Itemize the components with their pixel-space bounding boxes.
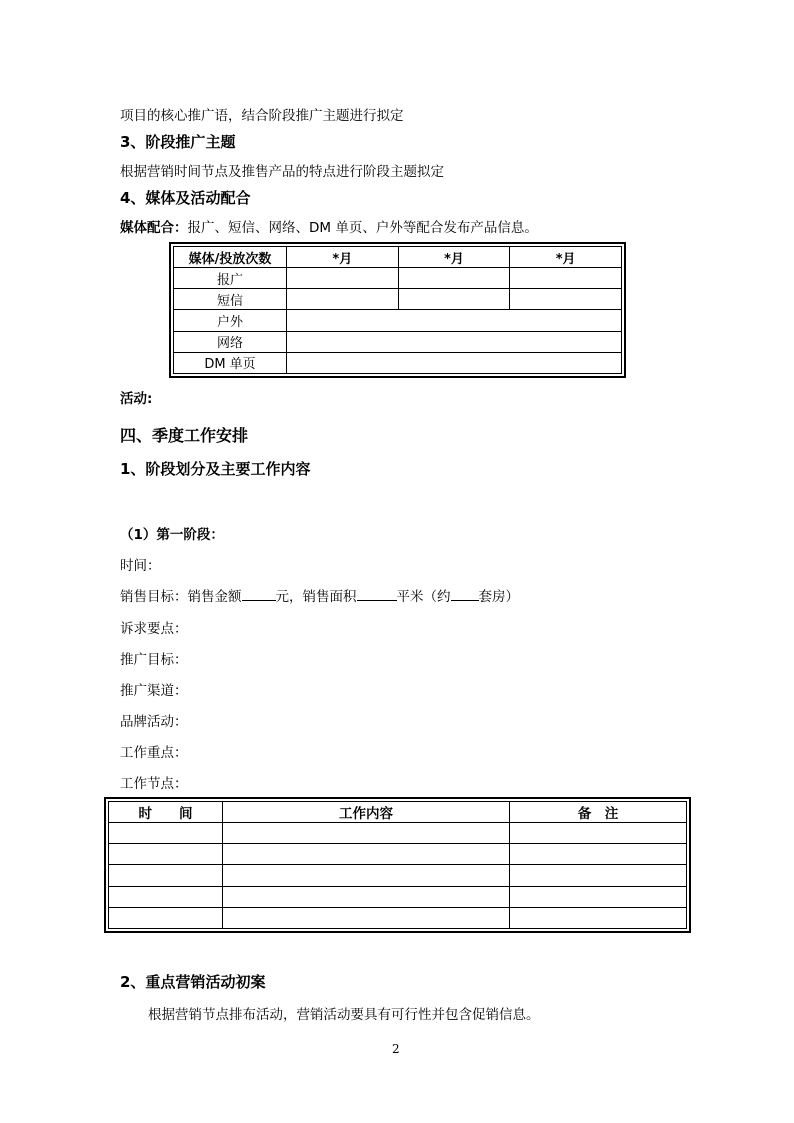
work-cell [109, 886, 223, 907]
area-blank [357, 586, 397, 601]
work-cell [510, 886, 687, 907]
work-cell [510, 865, 687, 886]
activity-label: 活动: [120, 391, 153, 407]
work-table-header-row [109, 802, 687, 823]
work-cell [109, 844, 223, 865]
table-row [109, 907, 687, 928]
field-promo-channel: 推广渠道： [120, 683, 188, 699]
work-cell [223, 886, 510, 907]
media-table-row [174, 331, 622, 352]
chapter-4-title: 四、季度工作安排 [120, 426, 249, 445]
units-blank [451, 586, 479, 601]
media-row-label: 短信 [174, 289, 287, 310]
media-cell [287, 310, 622, 331]
section-4-title: 4、媒体及活动配合 [120, 189, 251, 207]
media-row-label: 报广 [174, 268, 287, 289]
table-row [109, 886, 687, 907]
work-cell [223, 844, 510, 865]
media-label: 媒体配合： [120, 220, 188, 236]
intro-line: 项目的核心推广语，结合阶段推广主题进行拟定 [120, 108, 404, 124]
time-label: 时间： [120, 558, 161, 574]
sales-target-suffix: 套房） [478, 589, 519, 605]
media-table-row [174, 268, 622, 289]
table-row [109, 865, 687, 886]
media-cell [287, 289, 399, 310]
media-cell [287, 268, 399, 289]
media-table-row [174, 289, 622, 310]
media-header-cell: *月 [287, 247, 399, 268]
subsection-2-title: 2、重点营销活动初案 [120, 973, 266, 991]
work-cell [223, 865, 510, 886]
work-cell [510, 823, 687, 844]
media-row-label: 户外 [174, 310, 287, 331]
field-brand-activity: 品牌活动： [120, 714, 188, 730]
media-row-label: DM 单页 [174, 352, 287, 373]
field-work-focus: 工作重点： [120, 745, 188, 761]
field-appeal: 诉求要点： [120, 621, 188, 637]
media-cell [510, 289, 622, 310]
sales-target-mid1: 元，销售面积 [275, 589, 357, 605]
work-cell [109, 865, 223, 886]
work-header-content: 工作内容 [223, 802, 510, 823]
media-schedule-table [169, 242, 626, 378]
work-cell [109, 823, 223, 844]
page-number: 2 [392, 1042, 400, 1056]
media-cell [398, 268, 510, 289]
media-cell [510, 268, 622, 289]
subsection-2-body: 根据营销节点排布活动，营销活动要具有可行性并包含促销信息。 [148, 1007, 540, 1023]
media-line [120, 216, 538, 236]
work-schedule-table [104, 797, 691, 933]
work-cell [223, 823, 510, 844]
subsection-1-title: 1、阶段划分及主要工作内容 [120, 460, 311, 478]
amount-blank [242, 586, 276, 601]
field-work-milestone: 工作节点： [120, 776, 188, 792]
field-promo-goal: 推广目标： [120, 652, 188, 668]
media-cell [287, 331, 622, 352]
table-row [109, 844, 687, 865]
media-header-cell: *月 [398, 247, 510, 268]
media-row-label: 网络 [174, 331, 287, 352]
table-row [109, 823, 687, 844]
media-table-header-row [174, 247, 622, 268]
stage-1-title: （1）第一阶段： [120, 527, 224, 543]
work-cell [109, 907, 223, 928]
media-text: 报广、短信、网络、DM 单页、户外等配合发布产品信息。 [187, 220, 538, 236]
section-3-body: 根据营销时间节点及推售产品的特点进行阶段主题拟定 [120, 164, 444, 180]
work-header-time: 时 间 [109, 802, 223, 823]
work-cell [223, 907, 510, 928]
media-cell [287, 352, 622, 373]
work-header-remark: 备 注 [510, 802, 687, 823]
work-cell [510, 844, 687, 865]
work-cell [510, 907, 687, 928]
media-cell [398, 289, 510, 310]
media-table-row [174, 310, 622, 331]
media-header-cell: 媒体/投放次数 [174, 247, 287, 268]
media-header-cell: *月 [510, 247, 622, 268]
sales-target-prefix: 销售目标：销售金额 [120, 589, 242, 605]
section-3-title: 3、阶段推广主题 [120, 133, 236, 151]
sales-target-mid2: 平米（约 [396, 589, 451, 605]
sales-target-line [120, 585, 519, 605]
media-table-row [174, 352, 622, 373]
